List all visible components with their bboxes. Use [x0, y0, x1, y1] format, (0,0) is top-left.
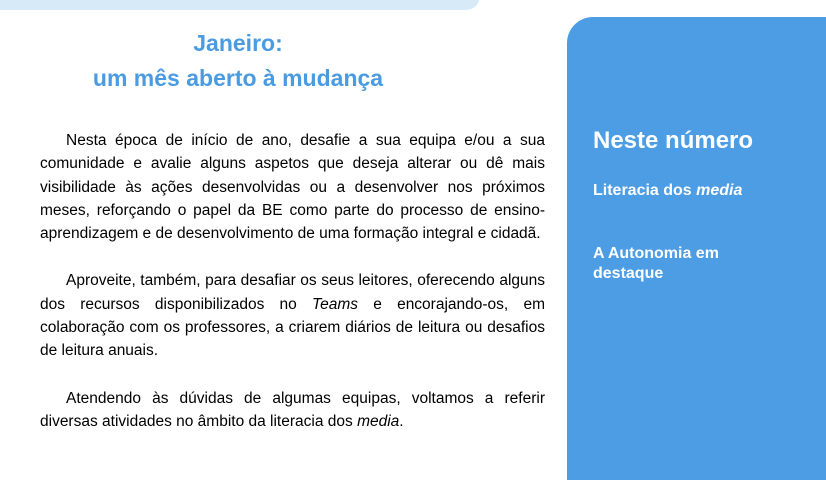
paragraph-2 [40, 269, 545, 362]
sidebar-item-1-text: Literacia dos [593, 182, 697, 199]
sidebar-item-media-literacy[interactable] [593, 181, 793, 201]
top-decorative-band [0, 0, 480, 10]
paragraph-3-text-end: . [399, 412, 404, 430]
in-this-issue-sidebar [567, 17, 826, 480]
paragraph-2-emphasis: Teams [312, 295, 358, 313]
page-title [40, 26, 436, 96]
sidebar-item-autonomy[interactable]: A Autonomia em destaque [593, 245, 719, 282]
paragraph-3-emphasis: media [357, 412, 400, 430]
paragraph-2-text-end: e encorajando-os, em colaboração com os professores, a criarem diários de leitura ou desafios de leitura anuais. [40, 295, 545, 360]
paragraph-2-text-start: Aproveite, também, para desafiar os seus leitores, oferecendo alguns dos recursos disponibilizados no [40, 272, 545, 313]
sidebar-heading: Neste número [593, 127, 754, 154]
paragraph-3-text-start: Atendendo às dúvidas de algumas equipas, voltamos a referir diversas atividades no âmbito da literacia dos [40, 389, 545, 430]
article-body [40, 129, 545, 457]
sidebar-item-1-emphasis: media [696, 182, 743, 199]
paragraph-1: Nesta época de início de ano, desafie a sua equipa e/ou a sua comunidade e avalie alguns aspetos que deseja alterar ou dê mais visibilidade às ações desenvolvidas ou a desenvolver nos próximos meses, reforçando o papel da BE como parte do processo de ensino-aprendizagem e de desenvolvimento de uma formação integral e cidadã. [40, 132, 545, 243]
page-title-line-2: um mês aberto à mudança [92, 65, 384, 91]
paragraph-3 [40, 387, 545, 434]
page-title-line-1: Janeiro: [193, 30, 283, 56]
